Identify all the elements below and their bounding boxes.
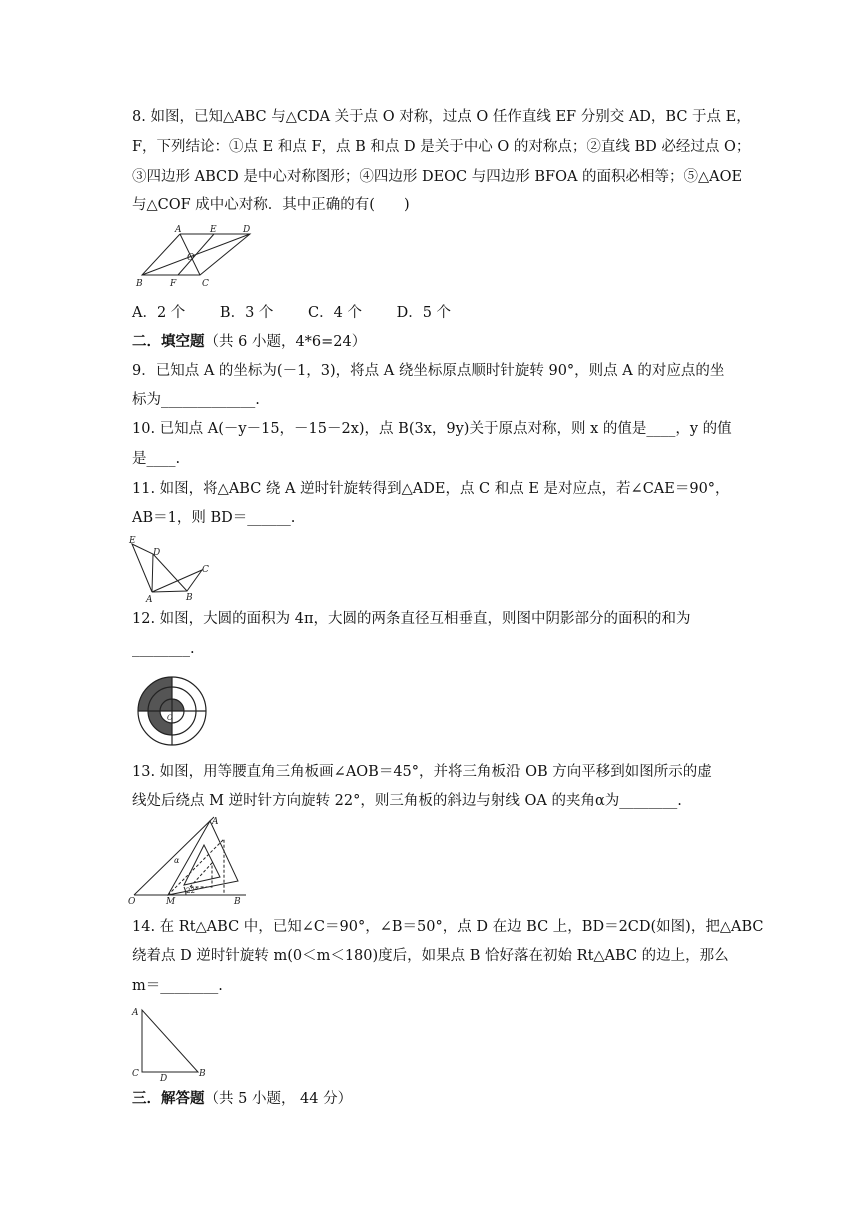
q13-set-square-figure [128,815,256,905]
q14-label-b: B [199,1069,206,1079]
q8-parallelogram-figure [130,222,260,292]
section-2-heading [132,332,366,352]
q8-label-d: D [243,225,251,235]
q13-label-o: O [128,897,136,905]
q8-label-e: E [210,225,217,235]
q13-label-alpha: α [174,856,180,865]
q14-label-c: C [132,1069,139,1079]
q13-line-2: 线处后绕点 M 逆时针方向旋转 22°，则三角板的斜边与射线 OA 的夹角α为________. [132,793,682,809]
section-2-title: 二．填空题 [132,333,205,350]
q11-line-1: 11. 如图，将△ABC 绕 A 逆时针旋转得到△ADE，点 C 和点 E 是对应点，若∠CAE＝90°， [132,481,730,497]
q11-label-b: B [186,593,193,603]
q13-label-angle: 22° [186,887,199,895]
q8-label-a: A [175,225,182,235]
q11-label-e: E [129,536,136,546]
q11-rotation-figure [126,534,212,606]
q10-line-2: 是____. [132,451,181,467]
q8-label-o: O [187,253,195,263]
q11-segment-bd [153,554,187,591]
q11-label-c: C [202,565,209,575]
section-3-note: （共 5 小题， 44 分） [204,1091,353,1107]
q8-choice-a: A．2 个 [132,305,186,321]
q13-label-m: M [166,897,176,905]
q13-label-a: A [212,817,219,827]
section-3-heading [132,1089,352,1109]
q9-line-1: 9．已知点 A 的坐标为(－1，3)，将点 A 绕坐标原点顺时针旋转 90°，则点 A 的对应点的坐 [132,363,725,379]
q8-choice-d: D．5 个 [396,305,452,321]
q13-line-1: 13. 如图，用等腰直角三角板画∠AOB＝45°，并将三角板沿 OB 方向平移到如图所示的虚 [132,764,712,780]
q8-line-3: ③四边形 ABCD 是中心对称图形；④四边形 DEOC 与四边形 BFOA 的面积必相等；⑤△AOE [132,169,743,185]
q13-rotated-inner-triangle [184,845,220,885]
q8-line-2: F，下列结论：①点 E 和点 F，点 B 和点 D 是关于中心 O 的对称点；②直线 BD 必经过点 O； [132,139,751,155]
q8-label-f: F [170,279,177,289]
q12-concentric-circles-figure [134,673,210,749]
q10-line-1: 10. 已知点 A(－y－15，－15－2x)，点 B(3x，9y)关于原点对称，则 x 的值是____，y 的值 [132,421,732,437]
q8-line-1: 8. 如图，已知△ABC 与△CDA 关于点 O 对称，过点 O 任作直线 EF 分别交 AD，BC 于点 E， [132,109,751,125]
q8-choice-b: B．3 个 [219,305,274,321]
q14-line-2: 绕着点 D 逆时针旋转 m(0＜m＜180)度后，如果点 B 恰好落在初始 Rt△ABC 的边上，那么 [132,948,729,964]
q8-line-4: 与△COF 成中心对称．其中正确的有( ) [132,197,410,213]
section-2-note: （共 6 小题，4*6=24） [204,334,367,350]
q11-triangle-abc [152,570,202,592]
q12-label-o: O [167,714,173,722]
q8-label-b: B [136,279,143,289]
q11-line-2: AB＝1，则 BD＝______. [132,510,296,526]
q14-line-1: 14. 在 Rt△ABC 中，已知∠C＝90°，∠B＝50°，点 D 在边 BC 上，BD＝2CD(如图)，把△ABC [132,919,764,935]
q12-line-2: ________. [132,641,195,657]
q13-label-b: B [234,897,241,905]
q14-line-3: m＝________. [132,978,223,994]
q8-label-c: C [202,279,209,289]
q11-label-a: A [146,595,153,605]
q9-line-2: 标为_____________. [132,392,260,408]
q14-label-d: D [160,1074,168,1084]
q8-choice-c: C．4 个 [308,305,362,321]
section-3-title: 三．解答题 [132,1090,205,1107]
q14-label-a: A [132,1008,139,1018]
q11-triangle-ade [132,544,153,592]
q12-line-1: 12. 如图，大圆的面积为 4π，大圆的两条直径互相垂直，则图中阴影部分的面积的和为 [132,611,691,627]
q14-triangle-abc [142,1010,198,1072]
q11-label-d: D [153,548,161,558]
q8-choices [132,303,481,323]
q14-right-triangle-figure [128,1002,208,1084]
